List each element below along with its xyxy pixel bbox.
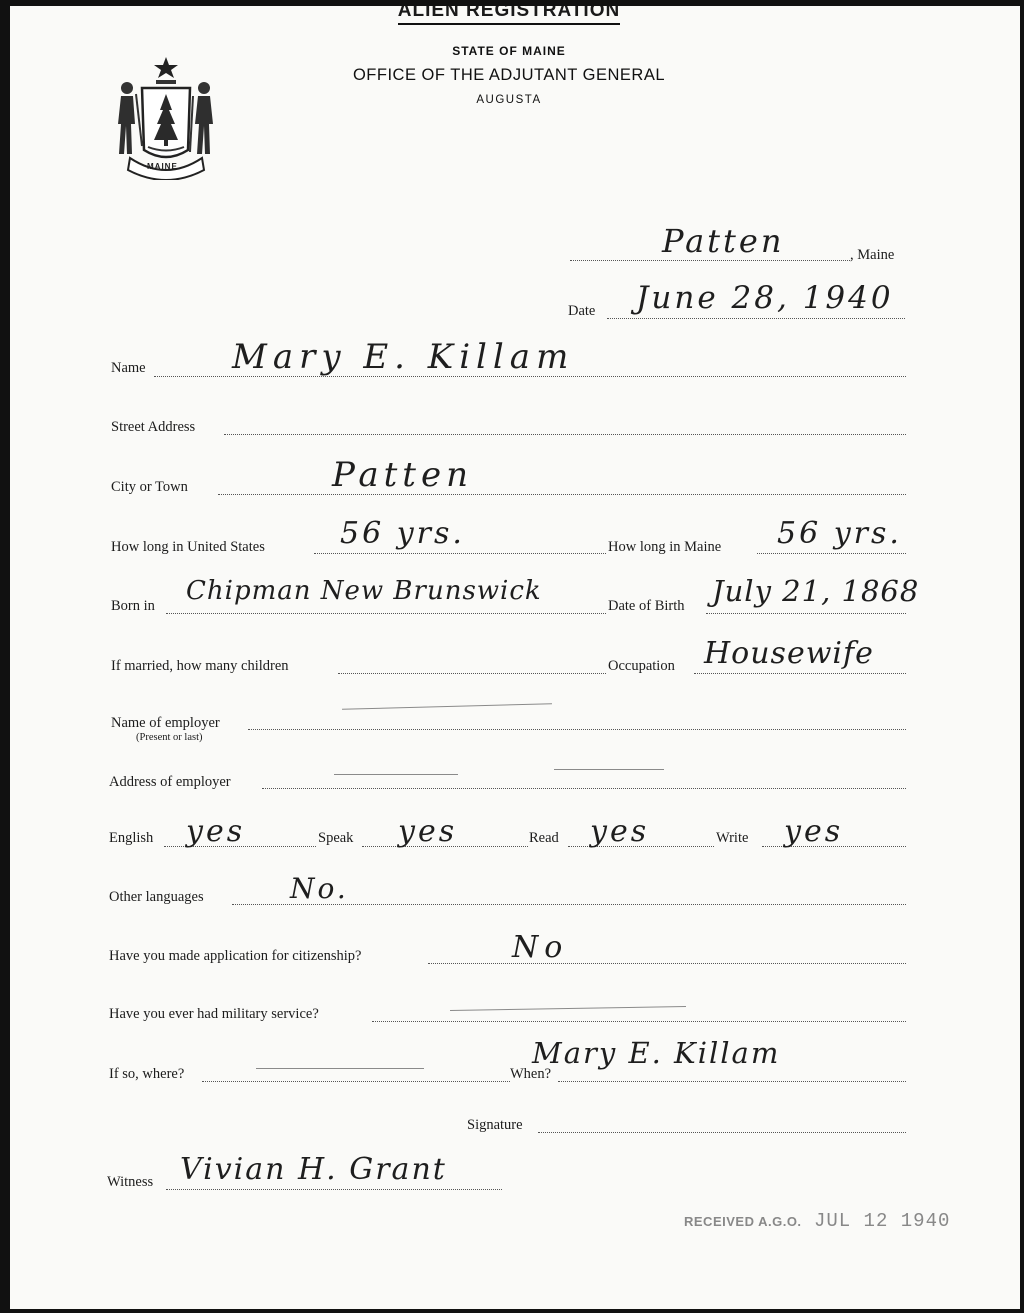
when-label: When? [510,1066,552,1082]
blank-mark [554,769,664,770]
occupation-line [694,673,906,674]
speak-label: Speak [318,830,354,846]
children-line [338,673,606,674]
dob-value: July 21, 1868 [712,574,920,608]
street-label: Street Address [111,419,196,435]
employer-label: Name of employer [111,715,220,731]
employer-address-line [262,788,906,789]
where-line [202,1081,510,1082]
witness-label: Witness [107,1174,154,1190]
born-line [166,613,606,614]
city-label: City or Town [111,479,188,495]
english-value: yes [186,814,246,849]
born-value: Chipman New Brunswick [186,576,542,606]
dob-line [706,613,906,614]
when-line [558,1081,906,1082]
form-title: ALIEN REGISTRATION [398,0,620,25]
date-label: Date [568,303,596,319]
dob-label: Date of Birth [608,598,685,614]
citizenship-line [428,963,906,964]
street-line [224,434,906,435]
us-years-label: How long in United States [111,539,265,555]
military-label: Have you ever had military service? [109,1006,319,1022]
blank-mark [256,1068,424,1069]
received-stamp-prefix: RECEIVED A.G.O. [684,1214,802,1229]
occupation-label: Occupation [608,658,675,674]
citizenship-label: Have you made application for citizenship? [109,948,362,964]
employer-sublabel: (Present or last) [136,732,203,743]
name-label: Name [111,360,146,376]
header-office: OFFICE OF THE ADJUTANT GENERAL [352,66,666,84]
children-label: If married, how many children [111,658,289,674]
read-label: Read [529,830,559,846]
us-years-line [314,553,606,554]
received-stamp [684,1210,950,1232]
blank-mark [334,774,458,775]
citizenship-value: No [512,930,569,965]
town-suffix: , Maine [850,247,895,263]
maine-years-label: How long in Maine [608,539,722,555]
other-languages-label: Other languages [109,889,204,905]
where-label: If so, where? [109,1066,185,1082]
employer-line [248,729,906,730]
date-value: June 28, 1940 [636,280,894,316]
us-years-value: 56 yrs. [340,516,465,551]
employer-address-label: Address of employer [109,774,231,790]
header-city: AUGUSTA [476,94,542,106]
seal-label: MAINE [147,162,178,171]
write-label: Write [716,830,749,846]
occupation-value: Housewife [704,636,874,671]
english-label: English [109,830,154,846]
speak-value: yes [398,814,458,849]
date-line [607,318,905,319]
received-stamp-date: JUL 12 1940 [813,1210,951,1232]
write-value: yes [784,814,844,849]
maine-years-value: 56 yrs. [777,516,902,551]
city-value: Patten [332,455,473,495]
signature-label: Signature [467,1117,523,1133]
witness-line [166,1189,502,1190]
city-line [218,494,906,495]
name-value: Mary E. Killam [232,337,575,377]
born-label: Born in [111,598,155,614]
read-value: yes [590,814,650,849]
military-line [372,1021,906,1022]
town-line [570,260,850,261]
signature-line [538,1132,906,1133]
other-languages-value: No. [290,872,349,905]
header-state: STATE OF MAINE [452,44,566,58]
signature-value: Mary E. Killam [532,1036,781,1070]
town-value: Patten [662,222,785,260]
maine-years-line [757,553,906,554]
witness-value: Vivian H. Grant [180,1152,447,1187]
